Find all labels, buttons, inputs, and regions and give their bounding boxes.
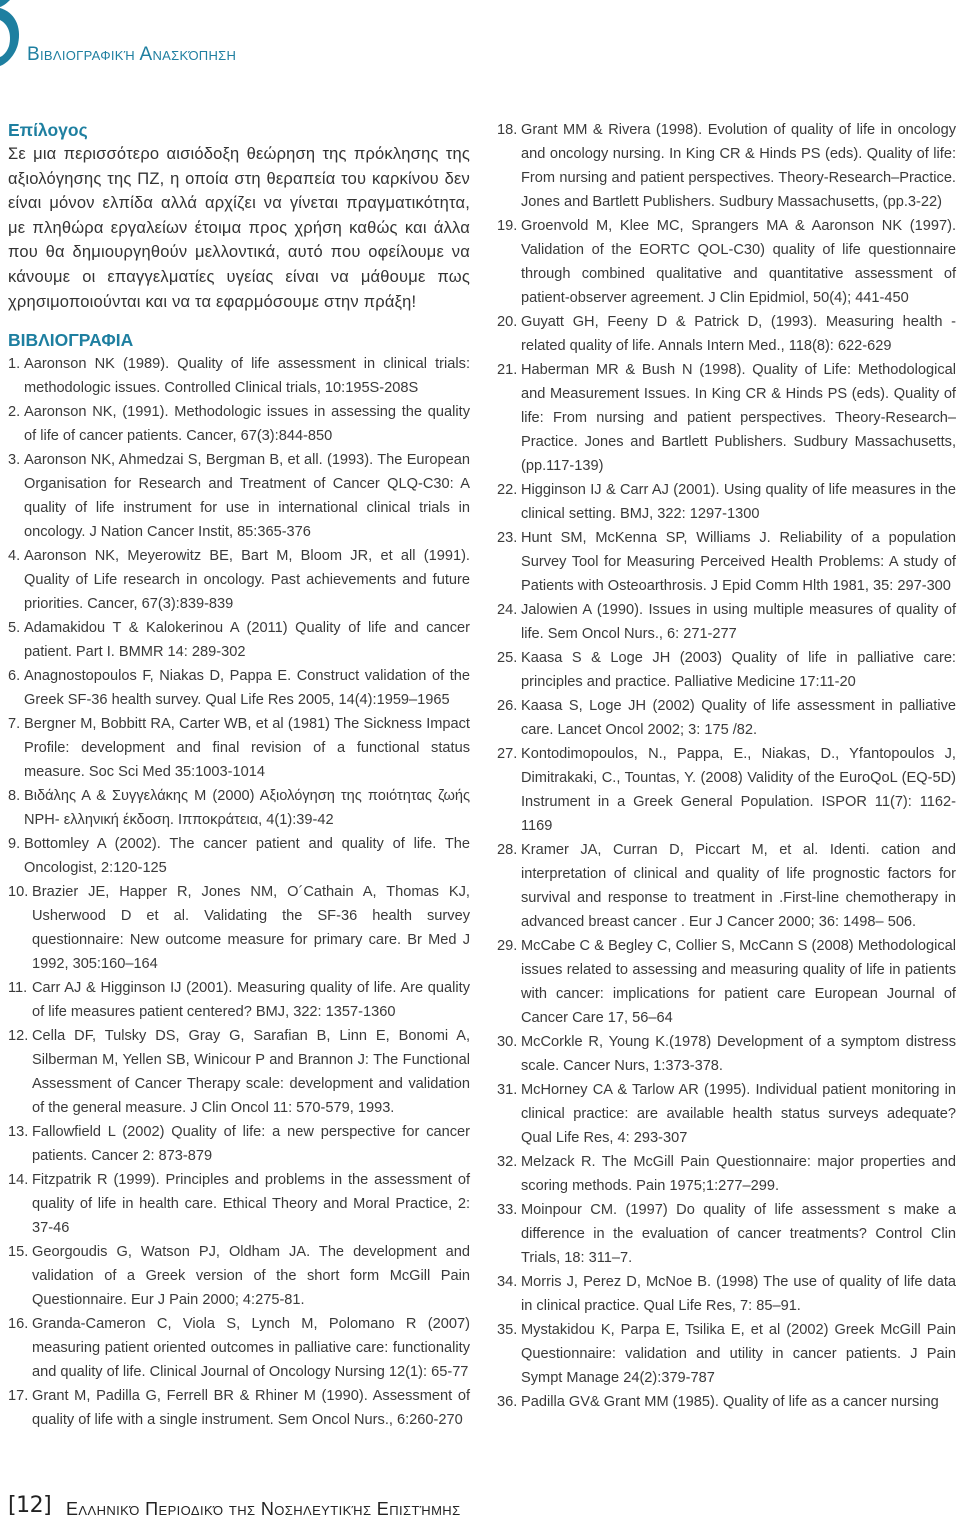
reference-item [8, 1384, 470, 1432]
reference-text: Aaronson NK (1989). Quality of life assessment in clinical trials: methodologic issues. Controlled Clinical trials, 10:195S-208S [24, 356, 470, 397]
reference-item [8, 448, 470, 544]
reference-number: 18. [497, 122, 518, 138]
reference-text: Kramer JA, Curran D, Piccart M, et al. Identi. cation and interpretation of clinical and quality of life prognostic factors for survival and response to treatment in .First-line chemotherapy in advanced breast cancer . Eur J Cancer 2000; 36: 1498– 506. [521, 842, 956, 930]
reference-text: Haberman MR & Bush N (1998). Quality of Life: Methodological and Measurement Issues. In King CR & Hinds PS (eds). Quality of life: From nursing and patient perspectives. Theory-Research–Practice. Jones and Bartlett Publishers. Sudbury Massachusetts, (pp.117-139) [521, 362, 956, 474]
reference-text: Padilla GV& Grant MM (1985). Quality of life as a cancer nursing [521, 1394, 939, 1410]
reference-text: Georgoudis G, Watson PJ, Oldham JA. The development and validation of a Greek version of the short form McGill Pain Questionnaire. Eur J Pain 2000; 4:275-81. [32, 1244, 470, 1309]
reference-text: Grant MM & Rivera (1998). Evolution of quality of life in oncology and oncology nursing. In King CR & Hinds PS (eds). Quality of life: From nursing and patient perspectives. Theory-Research–Practice. Jones and Bartlett Publishers. Sudbury Massachusetts, (pp.3-22) [521, 122, 956, 210]
reference-item [497, 646, 956, 694]
reference-number: 36. [497, 1394, 518, 1410]
reference-number: 32. [497, 1154, 518, 1170]
reference-text: McCabe C & Begley C, Collier S, McCann S (2008) Methodological issues related to assessing and measuring quality of life in patients with cancer: implications for patient care European Journal of Cancer Care 17, 56–64 [521, 938, 956, 1026]
reference-text: Βιδάλης Α & Συγγελάκης Μ (2000) Αξιολόγηση της ποιότητας ζωής ΝΡΗ- ελληνική έκδοση. Ιπποκράτεια, 4(1):39-42 [24, 788, 470, 829]
reference-number: 8. [8, 788, 21, 805]
reference-text: Granda-Cameron C, Viola S, Lynch M, Polomano R (2007) measuring patient oriented outcomes in palliative care: functionality and quality of life. Clinical Journal of Oncology Nursing 12(1): 65-77 [32, 1316, 470, 1381]
reference-item [8, 664, 470, 712]
reference-item [497, 1078, 956, 1150]
reference-number: 9. [8, 836, 21, 853]
reference-item [497, 1030, 956, 1078]
reference-number: 1. [8, 356, 21, 373]
journal-logo-icon [0, 0, 40, 80]
reference-number: 26. [497, 698, 518, 714]
reference-item [8, 616, 470, 664]
reference-text: Guyatt GH, Feeny D & Patrick D, (1993). Measuring health - related quality of life. Annals Intern Med., 118(8): 622-629 [521, 314, 956, 354]
reference-text: Morris J, Perez D, McNoe B. (1998) The use of quality of life data in clinical practice. Qual Life Res, 7: 85–91. [521, 1274, 956, 1314]
reference-item [497, 742, 956, 838]
reference-item [8, 784, 470, 832]
reference-text: Higginson IJ & Carr AJ (2001). Using quality of life measures in the clinical setting. BMJ, 322: 1297-1300 [521, 482, 956, 522]
reference-item [8, 832, 470, 880]
reference-item [8, 1240, 470, 1312]
reference-number: 21. [497, 362, 518, 378]
reference-item [497, 118, 956, 214]
reference-item [8, 976, 470, 1024]
reference-item [8, 1120, 470, 1168]
page-number: [12] [8, 1493, 52, 1518]
reference-item [497, 310, 956, 358]
reference-number: 6. [8, 668, 21, 685]
reference-item [8, 880, 470, 976]
reference-number: 19. [497, 218, 518, 234]
reference-number: 30. [497, 1034, 518, 1050]
reference-text: Kaasa S, Loge JH (2002) Quality of life assessment in palliative care. Lancet Oncol 2002; 3: 175 /82. [521, 698, 956, 738]
reference-item [8, 1024, 470, 1120]
reference-number: 17. [8, 1388, 29, 1405]
section-header: Βιβλιογραφική Ανασκόπηση [27, 44, 237, 65]
reference-text: Anagnostopoulos F, Niakas D, Pappa E. Construct validation of the Greek SF-36 health survey. Qual Life Res 2005, 14(4):1959–1965 [24, 668, 470, 709]
reference-text: Moinpour CM. (1997) Do quality of life assessment s make a difference in the evaluation of cancer treatments? Control Clin Trials, 18: 311–7. [521, 1202, 956, 1266]
reference-item [8, 352, 470, 400]
reference-item [497, 526, 956, 598]
reference-item [497, 694, 956, 742]
reference-text: Groenvold M, Klee MC, Sprangers MA & Aaronson NK (1997). Validation of the EORTC QOL-C30) quality of life questionnaire through combined qualitative and quantitative assessment of patient-observer agreement. J Clin Epidmiol, 50(4); 441-450 [521, 218, 956, 306]
reference-text: Carr AJ & Higginson IJ (2001). Measuring quality of life. Are quality of life measures patient centered? BMJ, 322: 1357-1360 [32, 980, 470, 1021]
reference-text: Hunt SM, McKenna SP, Williams J. Reliability of a population Survey Tool for Measuring Perceived Health Problems: A study of Patients with Osteoarthrosis. J Epid Comm Hlth 1981, 35: 297-300 [521, 530, 956, 594]
reference-item [497, 1198, 956, 1270]
reference-text: Grant M, Padilla G, Ferrell BR & Rhiner M (1990). Assessment of quality of life with a single instrument. Sem Oncol Nurs., 6:260-270 [32, 1388, 470, 1429]
reference-item [497, 214, 956, 310]
reference-item [497, 478, 956, 526]
reference-item [497, 1390, 956, 1414]
reference-number: 5. [8, 620, 21, 637]
reference-number: 4. [8, 548, 21, 565]
reference-text: Bergner M, Bobbitt RA, Carter WB, et al (1981) The Sickness Impact Profile: development and final revision of a functional status measure. Soc Sci Med 35:1003-1014 [24, 716, 470, 781]
reference-text: Fallowfield L (2002) Quality of life: a new perspective for cancer patients. Cancer 2: 873-879 [32, 1124, 470, 1165]
reference-number: 35. [497, 1322, 518, 1338]
reference-number: 25. [497, 650, 518, 666]
reference-text: Aaronson NK, Ahmedzai S, Bergman B, et all. (1993). The European Organisation for Research and Treatment of Cancer QLQ-C30: A quality of life instrument for use in international clinical trials in oncology. J Nation Cancer Instit, 85:365-376 [24, 452, 470, 541]
reference-item [8, 712, 470, 784]
reference-text: McHorney CA & Tarlow AR (1995). Individual patient monitoring in clinical practice: are available health status surveys adequate? Qual Life Res, 4: 293-307 [521, 1082, 956, 1146]
bibliography-heading: ΒΙΒΛΙΟΓΡΑΦΙΑ [8, 330, 134, 351]
left-column [8, 118, 470, 1432]
reference-list-right [497, 118, 956, 1414]
reference-number: 16. [8, 1316, 29, 1333]
reference-number: 28. [497, 842, 518, 858]
reference-number: 23. [497, 530, 518, 546]
reference-item [8, 544, 470, 616]
reference-number: 2. [8, 404, 21, 421]
reference-text: Melzack R. The McGill Pain Questionnaire: major properties and scoring methods. Pain 1975;1:277–299. [521, 1154, 956, 1194]
reference-text: Aaronson NK, (1991). Methodologic issues in assessing the quality of life of cancer patients. Cancer, 67(3):844-850 [24, 404, 470, 445]
reference-item [497, 1318, 956, 1390]
reference-text: Bottomley A (2002). The cancer patient and quality of life. The Oncologist, 2:120-125 [24, 836, 470, 877]
reference-number: 24. [497, 602, 518, 618]
reference-number: 13. [8, 1124, 29, 1141]
reference-text: Kontodimopoulos, N., Pappa, E., Niakas, D., Yfantopoulos J, Dimitrakaki, C., Tountas, Y. (2008) Validity of the EuroQoL (EQ-5D) Instrument in a Greek General Population. ISPOR 11(7): 1162-1169 [521, 746, 956, 834]
reference-text: Aaronson NK, Meyerowitz BE, Bart M, Bloom JR, et all (1991). Quality of Life research in oncology. Past achievements and future priorities. Cancer, 67(3):839-839 [24, 548, 470, 613]
reference-number: 11. [8, 980, 28, 997]
reference-item [497, 1270, 956, 1318]
reference-item [497, 598, 956, 646]
reference-number: 12. [8, 1028, 29, 1045]
reference-number: 34. [497, 1274, 518, 1290]
journal-title: Ελληνικό Περιοδικό της Νοσηλευτικής Επιστήμης [66, 1499, 461, 1519]
reference-item [8, 400, 470, 448]
reference-number: 22. [497, 482, 518, 498]
reference-text: Kaasa S & Loge JH (2003) Quality of life in palliative care: principles and practice. Palliative Medicine 17:11-20 [521, 650, 956, 690]
reference-text: Fitzpatrik R (1999). Principles and problems in the assessment of quality of life in health care. Ethical Theory and Moral Practice, 2: 37-46 [32, 1172, 470, 1237]
reference-item [497, 838, 956, 934]
epilogue-text: Σε μια περισσότερο αισιόδοξη θεώρηση της πρόκλησης της αξιολόγησης της ΠΖ, η οποία στη θεραπεία του καρκίνου δεν είναι μόνον ελπίδα αλλά αρχίζει να γίνεται πραγματικότητα, με πληθώρα εργαλείων έτοιμα προς χρήση καθώς και άλλα που θα δημιουργηθούν μελλοντικά, αυτό που οφείλουμε να κάνουμε οι επαγγελματίες υγείας είναι να μάθουμε πως χρησιμοποιούνται και να τα εφαρμόσουμε στην πράξη! [8, 145, 470, 311]
reference-number: 15. [8, 1244, 29, 1261]
reference-item [497, 358, 956, 478]
reference-number: 27. [497, 746, 518, 762]
reference-number: 33. [497, 1202, 518, 1218]
reference-number: 29. [497, 938, 518, 954]
reference-number: 14. [8, 1172, 29, 1189]
reference-item [8, 1168, 470, 1240]
reference-list-left [8, 352, 470, 1432]
reference-number: 7. [8, 716, 21, 733]
epilogue-heading: Επίλογος [8, 120, 88, 140]
reference-text: McCorkle R, Young K.(1978) Development of a symptom distress scale. Cancer Nurs, 1:373-378. [521, 1034, 956, 1074]
reference-number: 20. [497, 314, 518, 330]
right-column [497, 118, 956, 1414]
reference-item [497, 1150, 956, 1198]
reference-item [8, 1312, 470, 1384]
reference-text: Brazier JE, Happer R, Jones NM, O´Cathain A, Thomas KJ, Usherwood D et al. Validating the SF-36 health survey questionnaire: New outcome measure for primary care. Br Med J 1992, 305:160–164 [32, 884, 470, 973]
reference-text: Cella DF, Tulsky DS, Gray G, Sarafian B, Linn E, Bonomi A, Silberman M, Yellen SB, Winicour P and Brannon J: The Functional Assessment of Cancer Therapy scale: development and validation of the general measure. J Clin Oncol 11: 570-579, 1993. [32, 1028, 470, 1117]
reference-item [497, 934, 956, 1030]
reference-text: Adamakidou T & Kalokerinou A (2011) Quality of life and cancer patient. Part I. BMMR 14: 289-302 [24, 620, 470, 661]
reference-text: Jalowien A (1990). Issues in using multiple measures of quality of life. Sem Oncol Nurs., 6: 271-277 [521, 602, 956, 642]
reference-number: 10. [8, 884, 29, 901]
reference-number: 3. [8, 452, 21, 469]
reference-text: Mystakidou K, Parpa E, Tsilika E, et al (2002) Greek McGill Pain Questionnaire: validation and utility in cancer patients. J Pain Sympt Manage 24(2):379-787 [521, 1322, 956, 1386]
reference-number: 31. [497, 1082, 518, 1098]
